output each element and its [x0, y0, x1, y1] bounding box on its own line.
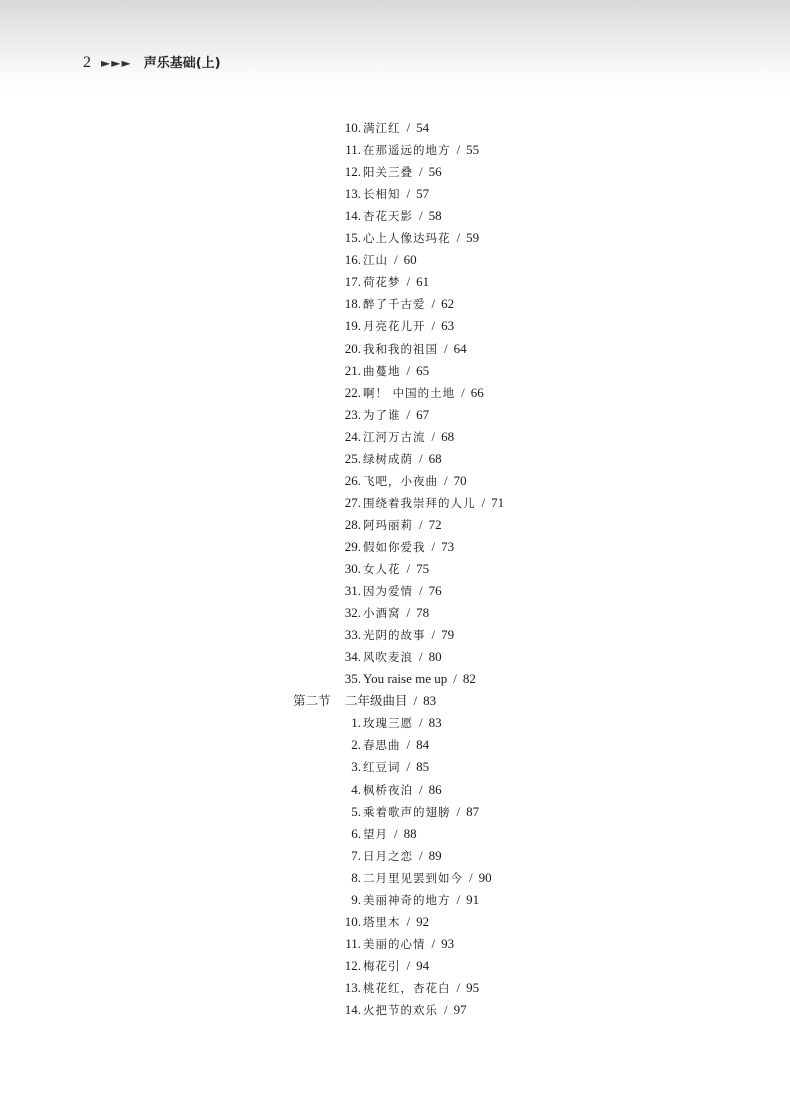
entry-separator: / — [394, 252, 398, 268]
entry-title: 桃花红，杏花白 — [363, 980, 451, 995]
entry-number: 34. — [344, 649, 361, 665]
toc-entry — [341, 583, 442, 599]
entry-number: 12. — [344, 164, 361, 180]
entry-number: 16. — [344, 252, 361, 268]
entry-page: 83 — [428, 715, 442, 731]
toc-entry — [341, 517, 442, 533]
entry-separator: / — [444, 340, 448, 356]
entry-separator: / — [431, 538, 436, 554]
entry-page: 63 — [441, 318, 455, 334]
entry-title: 月亮花儿开 — [363, 319, 426, 334]
entry-page: 58 — [428, 208, 442, 224]
toc-entry — [341, 1002, 467, 1018]
section-label: 第二节 — [293, 693, 331, 709]
entry-number: 2. — [351, 737, 361, 753]
entry-title: 火把节的欢乐 — [363, 1003, 438, 1017]
entry-page: 86 — [428, 781, 442, 797]
entry-separator: / — [406, 362, 411, 378]
entry-title: 二月里见罢到如今 — [363, 870, 463, 885]
entry-title: 塔里木 — [363, 914, 401, 929]
toc-entry — [341, 870, 492, 886]
entry-page: 57 — [416, 186, 430, 202]
toc-entry — [341, 164, 442, 180]
section-title: 二年级曲目 — [345, 693, 408, 709]
entry-title: 乘着歌声的翅膀 — [363, 804, 451, 819]
entry-title: 光阴的故事 — [363, 628, 426, 643]
entry-separator: / — [456, 230, 461, 246]
entry-title: 江河万古流 — [363, 429, 426, 444]
entry-title: 围绕着我崇拜的人儿 — [363, 495, 476, 510]
entry-page: 76 — [428, 583, 442, 599]
entry-page: 54 — [416, 120, 430, 135]
entry-title: 阿玛丽莉 — [363, 517, 413, 532]
entry-number: 10. — [344, 913, 361, 929]
entry-title: 日月之恋 — [363, 848, 413, 863]
entry-title: 我和我的祖国 — [363, 341, 438, 356]
toc-entry — [341, 561, 429, 577]
entry-number: 9. — [351, 891, 361, 907]
entry-separator: / — [419, 649, 423, 665]
entry-title: 红豆词 — [363, 760, 401, 775]
toc-entry — [341, 230, 479, 246]
toc-entry — [341, 671, 476, 687]
entry-title: 玫瑰三愿 — [363, 716, 413, 731]
toc-entry — [341, 605, 429, 621]
entry-page: 73 — [441, 538, 455, 554]
entry-separator: / — [406, 957, 411, 973]
entry-number: 7. — [351, 847, 361, 863]
toc-entry — [341, 120, 429, 136]
entry-title: 风吹麦浪 — [363, 650, 413, 665]
entry-page: 89 — [428, 847, 442, 863]
entry-page: 56 — [428, 164, 442, 180]
entry-page: 91 — [466, 891, 480, 907]
toc-entry — [341, 385, 484, 401]
entry-title: 曲蔓地 — [363, 363, 401, 378]
entry-page: 66 — [470, 384, 484, 400]
entry-page: 78 — [416, 605, 430, 621]
entry-separator: / — [453, 671, 457, 687]
entry-separator: / — [419, 516, 423, 532]
toc-entry — [341, 451, 442, 467]
entry-page: 88 — [403, 825, 417, 841]
toc-entry — [341, 495, 504, 511]
entry-separator: / — [406, 737, 411, 753]
entry-number: 19. — [344, 318, 361, 334]
entry-number: 3. — [351, 759, 361, 775]
entry-title: 荷花梦 — [363, 275, 401, 290]
entry-number: 35. — [344, 671, 361, 687]
entry-title: You raise me up — [363, 671, 448, 687]
entry-number: 12. — [344, 957, 361, 973]
toc-entry — [341, 318, 454, 334]
entry-title: 阳关三叠 — [363, 165, 413, 180]
entry-title: 杏花天影 — [363, 209, 413, 224]
entry-page: 94 — [416, 957, 430, 973]
entry-title: 美丽神奇的地方 — [363, 892, 451, 907]
entry-title: 春思曲 — [363, 738, 401, 753]
toc-entry — [341, 804, 479, 820]
entry-title: 啊！ 中国的土地 — [363, 385, 456, 400]
entry-number: 6. — [351, 825, 361, 841]
entry-number: 33. — [344, 627, 361, 643]
toc-entry — [341, 429, 454, 445]
entry-page: 68 — [428, 450, 442, 466]
entry-separator: / — [406, 186, 411, 202]
entry-title: 假如你爱我 — [363, 539, 426, 554]
entry-page: 85 — [416, 759, 430, 775]
toc-entry — [341, 363, 429, 379]
entry-separator: / — [431, 627, 436, 643]
toc-entry — [341, 407, 429, 423]
entry-separator: / — [406, 120, 411, 135]
entry-separator: / — [481, 494, 486, 510]
entry-title: 长相知 — [363, 187, 401, 202]
entry-number: 14. — [344, 1002, 361, 1017]
toc-entry — [341, 848, 442, 864]
entry-number: 21. — [344, 362, 361, 378]
entry-title: 飞吧，小夜曲 — [363, 473, 438, 488]
entry-title: 江山 — [363, 253, 388, 268]
entry-separator: / — [419, 208, 423, 224]
entry-title: 醉了千古爱 — [363, 297, 426, 312]
toc-entry — [341, 715, 442, 731]
entry-page: 90 — [478, 869, 492, 885]
entry-number: 14. — [344, 208, 361, 224]
triple-arrow-icon: ►►► — [101, 56, 132, 70]
entry-number: 13. — [344, 186, 361, 202]
entry-separator: / — [469, 869, 473, 885]
entry-separator: / — [419, 847, 423, 863]
toc-entry — [341, 782, 442, 798]
toc-entry — [341, 186, 429, 202]
entry-title: 绿树成荫 — [363, 451, 413, 466]
toc-entry — [341, 539, 454, 555]
entry-number: 31. — [344, 583, 361, 599]
entry-page: 97 — [453, 1002, 467, 1017]
entry-separator: / — [406, 913, 411, 929]
entry-separator: / — [419, 583, 423, 599]
entry-page: 71 — [491, 494, 505, 510]
entry-page: 62 — [441, 296, 455, 312]
entry-separator: / — [444, 1002, 448, 1017]
entry-page: 67 — [416, 406, 430, 422]
entry-separator: / — [456, 142, 461, 158]
entry-separator: / — [431, 428, 436, 444]
entry-number: 5. — [351, 803, 361, 819]
entry-page: 87 — [466, 803, 480, 819]
entry-separator: / — [406, 561, 411, 576]
entry-title: 望月 — [363, 826, 388, 841]
entry-number: 20. — [344, 340, 361, 356]
entry-separator: / — [444, 472, 448, 488]
entry-page: 93 — [441, 935, 455, 951]
entry-title: 枫桥夜泊 — [363, 782, 413, 797]
entry-number: 13. — [344, 979, 361, 995]
entry-page: 55 — [466, 142, 480, 158]
toc-entry — [341, 649, 442, 665]
entry-number: 28. — [344, 516, 361, 532]
entry-separator: / — [456, 891, 461, 907]
entry-number: 29. — [344, 538, 361, 554]
page-number: 2 — [83, 54, 91, 71]
entry-page: 92 — [416, 913, 430, 929]
entry-page: 95 — [466, 979, 480, 995]
entry-title: 因为爱情 — [363, 584, 413, 599]
entry-page: 60 — [403, 252, 417, 268]
toc-entry — [341, 936, 454, 952]
entry-separator: / — [456, 803, 461, 819]
toc-entry — [341, 892, 479, 908]
entry-separator: / — [406, 605, 411, 621]
entry-title: 美丽的心情 — [363, 936, 426, 951]
toc-entry — [341, 958, 429, 974]
entry-separator: / — [431, 935, 436, 951]
entry-number: 4. — [351, 781, 361, 797]
entry-number: 18. — [344, 296, 361, 312]
entry-separator: / — [431, 296, 436, 312]
entry-page: 59 — [466, 230, 480, 246]
toc-entry — [341, 980, 479, 996]
toc-entry — [341, 473, 467, 489]
toc-entry — [341, 627, 454, 643]
entry-title: 心上人像达玛花 — [363, 231, 451, 246]
entry-separator: / — [456, 979, 461, 995]
section-heading — [293, 693, 436, 710]
toc-entry — [341, 759, 429, 775]
entry-number: 23. — [344, 406, 361, 422]
toc-entry — [341, 341, 467, 357]
entry-title: 满江红 — [363, 121, 401, 135]
entry-number: 1. — [351, 715, 361, 731]
entry-page: 72 — [428, 516, 442, 532]
book-title: 声乐基础(上) — [143, 56, 221, 71]
section-page: 83 — [423, 693, 437, 709]
toc-entry — [341, 737, 429, 753]
toc-entry — [341, 826, 417, 842]
entry-page: 64 — [453, 340, 467, 356]
entry-title: 为了谁 — [363, 407, 401, 422]
toc-entry — [341, 914, 429, 930]
entry-separator: / — [406, 406, 411, 422]
entry-separator: / — [406, 759, 411, 775]
entry-number: 24. — [344, 428, 361, 444]
toc-entry — [341, 274, 429, 290]
entry-page: 82 — [462, 671, 476, 687]
entry-number: 22. — [344, 384, 361, 400]
toc-entry — [341, 252, 417, 268]
entry-number: 26. — [344, 472, 361, 488]
section-separator: / — [413, 693, 418, 709]
entry-separator: / — [419, 715, 423, 731]
entry-number: 11. — [345, 142, 361, 158]
entry-number: 15. — [344, 230, 361, 246]
entry-separator: / — [461, 384, 465, 400]
entry-number: 32. — [344, 605, 361, 621]
entry-page: 70 — [453, 472, 467, 488]
entry-page: 68 — [441, 428, 455, 444]
entry-separator: / — [406, 274, 411, 290]
entry-page: 75 — [416, 561, 430, 576]
entry-number: 11. — [345, 935, 361, 951]
entry-separator: / — [419, 164, 423, 180]
entry-page: 65 — [416, 362, 430, 378]
entry-page: 61 — [416, 274, 430, 290]
entry-title: 女人花 — [363, 562, 401, 576]
entry-number: 8. — [351, 869, 361, 885]
toc-entry — [341, 142, 479, 158]
entry-title: 梅花引 — [363, 958, 401, 973]
entry-number: 17. — [344, 274, 361, 290]
entry-number: 25. — [344, 450, 361, 466]
toc-entry — [341, 296, 454, 312]
entry-number: 10. — [344, 120, 361, 135]
entry-page: 80 — [428, 649, 442, 665]
entry-number: 30. — [344, 561, 361, 576]
entry-title: 在那遥远的地方 — [363, 143, 451, 158]
entry-page: 84 — [416, 737, 430, 753]
entry-separator: / — [394, 825, 398, 841]
entry-title: 小酒窝 — [363, 606, 401, 621]
toc-entry — [341, 208, 442, 224]
entry-separator: / — [431, 318, 436, 334]
entry-number: 27. — [344, 494, 361, 510]
entry-separator: / — [419, 781, 423, 797]
entry-separator: / — [419, 450, 423, 466]
entry-page: 79 — [441, 627, 455, 643]
